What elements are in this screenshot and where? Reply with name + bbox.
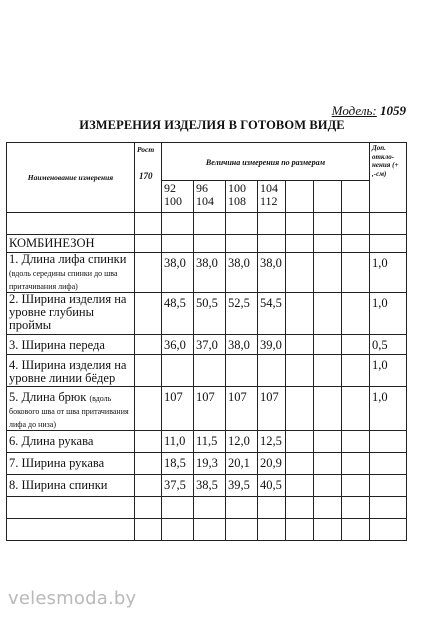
value-cell: 107 [226,387,258,431]
row-name: 1. Длина лифа спинки [9,252,127,266]
header-values: Величина измерения по размерам [162,143,370,181]
value-cell: 36,0 [162,335,194,355]
section-title: КОМБИНЕЗОН [7,235,135,253]
table-row [7,355,407,387]
row-name: 3. Ширина переда [7,335,135,355]
row-name: 4. Ширина изделия на уровне линии бёдер [7,355,135,387]
value-cell: 107 [194,387,226,431]
empty-cell [286,181,314,213]
dop-cell: 0,5 [370,335,407,355]
measurements-table [6,142,407,541]
empty-cell [342,181,370,213]
dop-cell: 1,0 [370,387,407,431]
dop-cell: 1,0 [370,253,407,293]
table-row [7,387,407,431]
dop-cell: 1,0 [370,293,407,335]
model-label [332,103,406,119]
table-row [7,293,407,335]
table-row [7,431,407,453]
value-cell: 39,5 [226,475,258,497]
value-cell: 20,1 [226,453,258,475]
table-row-blank [7,497,407,519]
value-cell: 39,0 [258,335,286,355]
value-cell [258,355,286,387]
model-number: 1059 [380,103,406,118]
watermark: velesmoda.by [8,588,137,609]
header-rost-label: Рост [137,145,155,154]
value-cell: 12,5 [258,431,286,453]
table-row-blank [7,519,407,541]
size-col-3: 100 108 [226,181,258,213]
size-col-2: 96 104 [194,181,226,213]
header-dop: Доп. откло- нения (+ ,-см) [370,143,407,213]
row-note: (вдоль середины спинки до шва притачивания лифа) [9,269,118,291]
row-name: 8. Ширина спинки [7,475,135,497]
value-cell: 37,0 [194,335,226,355]
value-cell: 38,0 [162,253,194,293]
value-cell: 52,5 [226,293,258,335]
row-name: 6. Длина рукава [7,431,135,453]
table-row [7,253,407,293]
value-cell: 38,0 [258,253,286,293]
row-name: 7. Ширина рукава [7,453,135,475]
table-row-section [7,235,407,253]
header-rost [135,143,162,213]
value-cell: 48,5 [162,293,194,335]
value-cell: 38,0 [226,253,258,293]
value-cell: 107 [258,387,286,431]
value-cell: 37,5 [162,475,194,497]
row-name: 2. Ширина изделия на уровне глубины проймы [7,293,135,335]
dop-cell [370,453,407,475]
model-prefix: Модель: [331,103,377,118]
table-row [7,335,407,355]
value-cell: 12,0 [226,431,258,453]
value-cell: 11,5 [194,431,226,453]
dop-cell [370,475,407,497]
size-col-4: 104 112 [258,181,286,213]
table-row [7,475,407,497]
size-col-1: 92 100 [162,181,194,213]
page-title: ИЗМЕРЕНИЯ ИЗДЕЛИЯ В ГОТОВОМ ВИДЕ [79,118,345,132]
table-row-blank [7,213,407,235]
value-cell: 54,5 [258,293,286,335]
value-cell: 11,0 [162,431,194,453]
value-cell: 20,9 [258,453,286,475]
value-cell: 40,5 [258,475,286,497]
dop-cell [370,431,407,453]
dop-cell: 1,0 [370,355,407,387]
value-cell: 50,5 [194,293,226,335]
value-cell [226,355,258,387]
value-cell: 107 [162,387,194,431]
header-name: Наименование измерения [7,143,135,213]
value-cell [194,355,226,387]
row-name: 5. Длина брюк [9,390,87,404]
value-cell: 19,3 [194,453,226,475]
value-cell [162,355,194,387]
empty-cell [314,181,342,213]
value-cell: 38,0 [194,253,226,293]
row-note: бокового шва от шва притачивания лифа до низа) [9,407,129,429]
value-cell: 38,5 [194,475,226,497]
value-cell: 18,5 [162,453,194,475]
row-note-inline: (вдоль [89,394,112,403]
value-cell: 38,0 [226,335,258,355]
table-row [7,453,407,475]
header-rost-value: 170 [139,171,153,181]
